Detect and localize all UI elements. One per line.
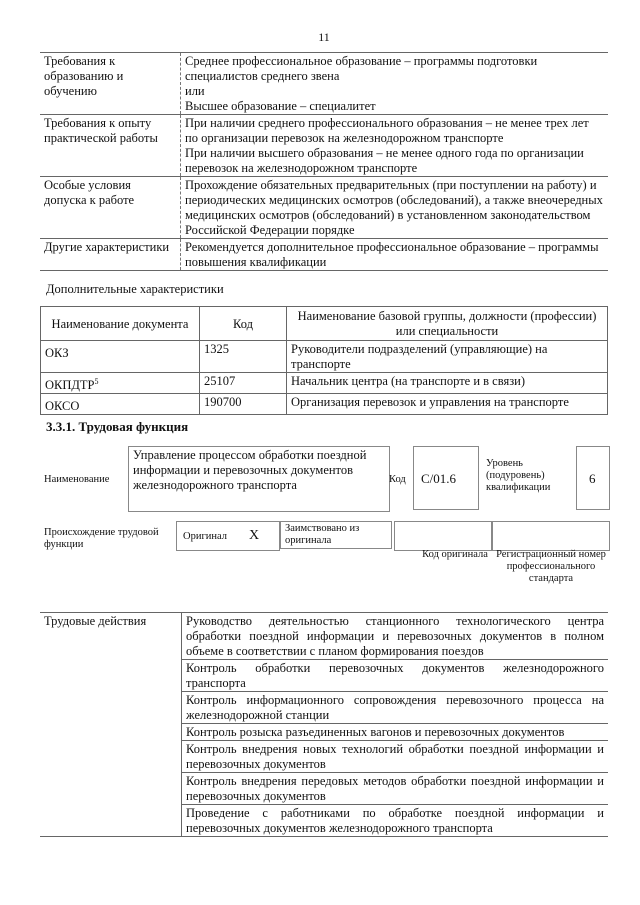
level-label: Уровень (подуровень) квалификации <box>486 458 551 493</box>
orig-code-box <box>394 521 492 551</box>
action-item: Контроль обработки перевозочных документов железнодорожного транспорта <box>182 660 609 692</box>
additional-heading: Дополнительные характеристики <box>46 282 224 296</box>
code-cell: 190700 <box>200 394 287 415</box>
row-value: Прохождение обязательных предварительных (при поступлении на работу) и периодических медицинских осмотров (обследований), а также внеочередных медицинских осмотров (обследований) в установленном законодательством Российской Федерации порядке <box>181 177 609 239</box>
row-label: Требования к опыту практической работы <box>40 115 181 177</box>
action-item: Контроль внедрения передовых методов обработки поездной информации и перевозочных документов <box>182 773 609 805</box>
requirements-table <box>40 52 608 271</box>
action-item: Контроль внедрения новых технологий обработки поездной информации и перевозочных документов <box>182 741 609 773</box>
table-row <box>40 613 608 660</box>
table-header-row <box>41 307 608 341</box>
row-label: Требования к образованию и обучению <box>40 53 181 115</box>
code-value: C/01.6 <box>421 471 457 486</box>
row-value: При наличии среднего профессионального образования – не менее трех лет по организации перевозок на железнодорожном транспорте При наличии высшего образования – не менее одного года по организации перевозок на железнодорожном транспорте <box>181 115 609 177</box>
row-value: Рекомендуется дополнительное профессиональное образование – программы повышения квалификации <box>181 239 609 271</box>
level-box <box>576 446 610 510</box>
action-item: Контроль информационного сопровождения перевозочного процесса на железнодорожной станции <box>182 692 609 724</box>
original-label: Оригинал <box>183 531 227 542</box>
page-number: 11 <box>318 30 330 44</box>
action-item: Проведение с работниками по обработке поездной информации и перевозочных документов железнодорожного транспорта <box>182 805 609 837</box>
name-cell: Организация перевозок и управления на транспорте <box>287 394 608 415</box>
table-row <box>40 239 608 271</box>
row-label: Другие характеристики <box>40 239 181 271</box>
name-label: Наименование <box>44 474 110 485</box>
action-item: Контроль розыска разъединенных вагонов и перевозочных документов <box>182 724 609 741</box>
level-value: 6 <box>589 471 596 486</box>
name-cell: Начальник центра (на транспорте и в связи) <box>287 373 608 394</box>
table-row <box>40 177 608 239</box>
code-box <box>413 446 479 510</box>
row-label: Особые условия допуска к работе <box>40 177 181 239</box>
doc-cell: ОКЗ <box>41 341 200 373</box>
reg-number-box <box>492 521 610 551</box>
original-box <box>176 521 280 551</box>
original-mark: X <box>249 528 260 543</box>
additional-table <box>40 306 608 415</box>
borrowed-label: Заимствовано из оригинала <box>280 521 392 549</box>
row-value: Среднее профессиональное образование – программы подготовки специалистов среднего звена или Высшее образование – специалитет <box>181 53 609 115</box>
actions-table <box>40 612 608 837</box>
orig-code-label: Код оригинала <box>422 549 488 560</box>
col-header-name: Наименование базовой группы, должности (профессии) или специальности <box>287 307 608 341</box>
reg-number-label: Регистрационный номер профессионального стандарта <box>496 549 606 584</box>
section-title: 3.3.1. Трудовая функция <box>46 419 189 434</box>
table-row <box>41 373 608 394</box>
col-header-doc: Наименование документа <box>41 307 200 341</box>
doc-cell: ОКСО <box>41 394 200 415</box>
table-row <box>41 341 608 373</box>
table-row <box>40 53 608 115</box>
action-item: Руководство деятельностью станционного технологического центра обработки поездной информации и перевозочных документов в полном объеме в соответствии с планом формирования поездов <box>182 613 609 660</box>
name-cell: Руководители подразделений (управляющие) на транспорте <box>287 341 608 373</box>
table-row <box>40 115 608 177</box>
table-row <box>41 394 608 415</box>
code-cell: 25107 <box>200 373 287 394</box>
code-label: Код <box>389 474 406 485</box>
col-header-code: Код <box>200 307 287 341</box>
code-cell: 1325 <box>200 341 287 373</box>
doc-cell: ОКПДТР$^5$ <box>41 373 200 394</box>
origin-label: Происхождение трудовой функции <box>44 527 159 550</box>
function-name: Управление процессом обработки поездной информации и перевозочных документов железнодорожного транспорта <box>128 446 390 512</box>
actions-label: Трудовые действия <box>40 613 182 837</box>
